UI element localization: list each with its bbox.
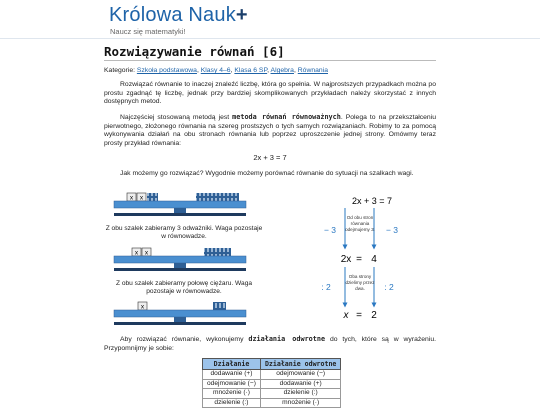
inverse-text-before: Aby rozwiązać równanie, wykonujemy [120,336,249,343]
table-cell: dodawanie (+) [203,370,261,380]
logo-plus: + [235,4,248,26]
title-divider [104,60,436,61]
scale-caption-1: Z obu szalek zabieramy 3 odważniki. Waga pozostaje w równowadze. [105,225,263,240]
categories: Kategorie: Szkoła podstawowa, Klasy 4–6, Klasa 6 SP, Algebra, Równania [104,67,328,74]
table-cell: odejmowanie (−) [260,370,340,380]
inverse-ops-paragraph [104,335,436,353]
diagram-eq3-right: 2 [371,310,377,321]
category-link[interactable]: Klasa 6 SP [234,67,268,74]
site-logo[interactable] [109,4,248,27]
diagram-eq1: 2x + 3 = 7 [351,196,393,206]
balance-scales-illustration [110,190,255,332]
svg-text:x: x [140,303,145,311]
category-link[interactable]: Równania [297,67,328,74]
method-text-after: . Polega to na przekształceniu pierwotnego, złożonego równania na szereg prostszych o tych samych rozwiązaniach. Robimy to za pomocą wykonywania działań na obu stronach równania lub poprzez uproszczenie jednej strony. Omówmy teraz prosty przykład równania: [104,114,437,147]
table-cell: odejmowanie (−) [203,379,261,389]
scale-2 [114,248,246,271]
diagram-eq2-left: 2x [340,254,352,265]
op1-right: − 3 [385,225,399,235]
diagram-eq2-right: 4 [371,254,377,265]
example-equation: 2x + 3 = 7 [253,153,287,162]
note1: Od obu stron równania odejmujemy 3. [345,215,375,232]
diagram-eq3-left: x [343,310,349,321]
site-header [0,0,540,39]
table-header-row [203,359,341,370]
method-paragraph [104,113,436,148]
table-row [203,398,341,408]
table-row [203,370,341,380]
op2-right: : 2 [384,282,394,292]
table-header: Działanie odwrotne [260,359,340,370]
equation-steps-diagram [312,191,422,321]
table-cell: mnożenie (·) [260,398,340,408]
op1-left: − 3 [323,225,337,235]
table-row [203,389,341,399]
svg-text:x: x [144,249,149,257]
table-cell: mnożenie (·) [203,389,261,399]
intro-paragraph: Rozwiązać równanie to inaczej znaleźć liczbę, która go spełnia. W najprostszych przypadkach można po prostu zgadnąć tę liczbę, jednak przy bardziej skomplikowanych przykładach należy skorzystać z innych dostępnych metod. [104,81,436,106]
scale-1 [114,193,246,216]
logo-text: Królowa Nauk [109,4,236,26]
op2-left: : 2 [321,282,331,292]
diagram-eq2-mid: = [356,254,362,265]
svg-text:x: x [134,249,139,257]
page-title: Rozwiązywanie równań [6] [104,44,285,59]
note2: Oba strony dzielimy przez dwa. [345,274,375,291]
inverse-text-after: do tych, które są w wyrażeniu. Przypomnijmy je sobie: [104,336,436,352]
table-cell: dzielenie (:) [260,389,340,399]
site-tagline: Naucz się matematyki! [110,27,186,36]
category-link[interactable]: Klasy 4–6 [200,67,231,74]
table-cell: dzielenie (:) [203,398,261,408]
table-cell: dodawanie (+) [260,379,340,389]
method-bold-term: metoda równań równoważnych [232,113,341,121]
inverse-bold-term: działania odwrotne [248,335,326,343]
scale-intro-paragraph: Jak możemy go rozwiązać? Wygodnie możemy porównać równanie do sytuacji na szalkach wagi. [120,170,414,177]
svg-text:x: x [139,194,144,202]
table-row [203,379,341,389]
table-header: Działanie [203,359,261,370]
method-text-before: Najczęściej stosowaną metodą jest [120,114,233,121]
category-link[interactable]: Algebra [270,67,294,74]
categories-label: Kategorie: [104,67,135,74]
category-link[interactable]: Szkoła podstawowa [136,67,197,74]
diagram-eq3-mid: = [356,310,362,321]
inverse-operations-table [202,358,341,408]
scale-caption-2: Z obu szalek zabieramy połowę ciężaru. Waga pozostaje w równowadze. [115,280,253,295]
scale-3 [114,302,246,325]
svg-text:x: x [129,194,134,202]
